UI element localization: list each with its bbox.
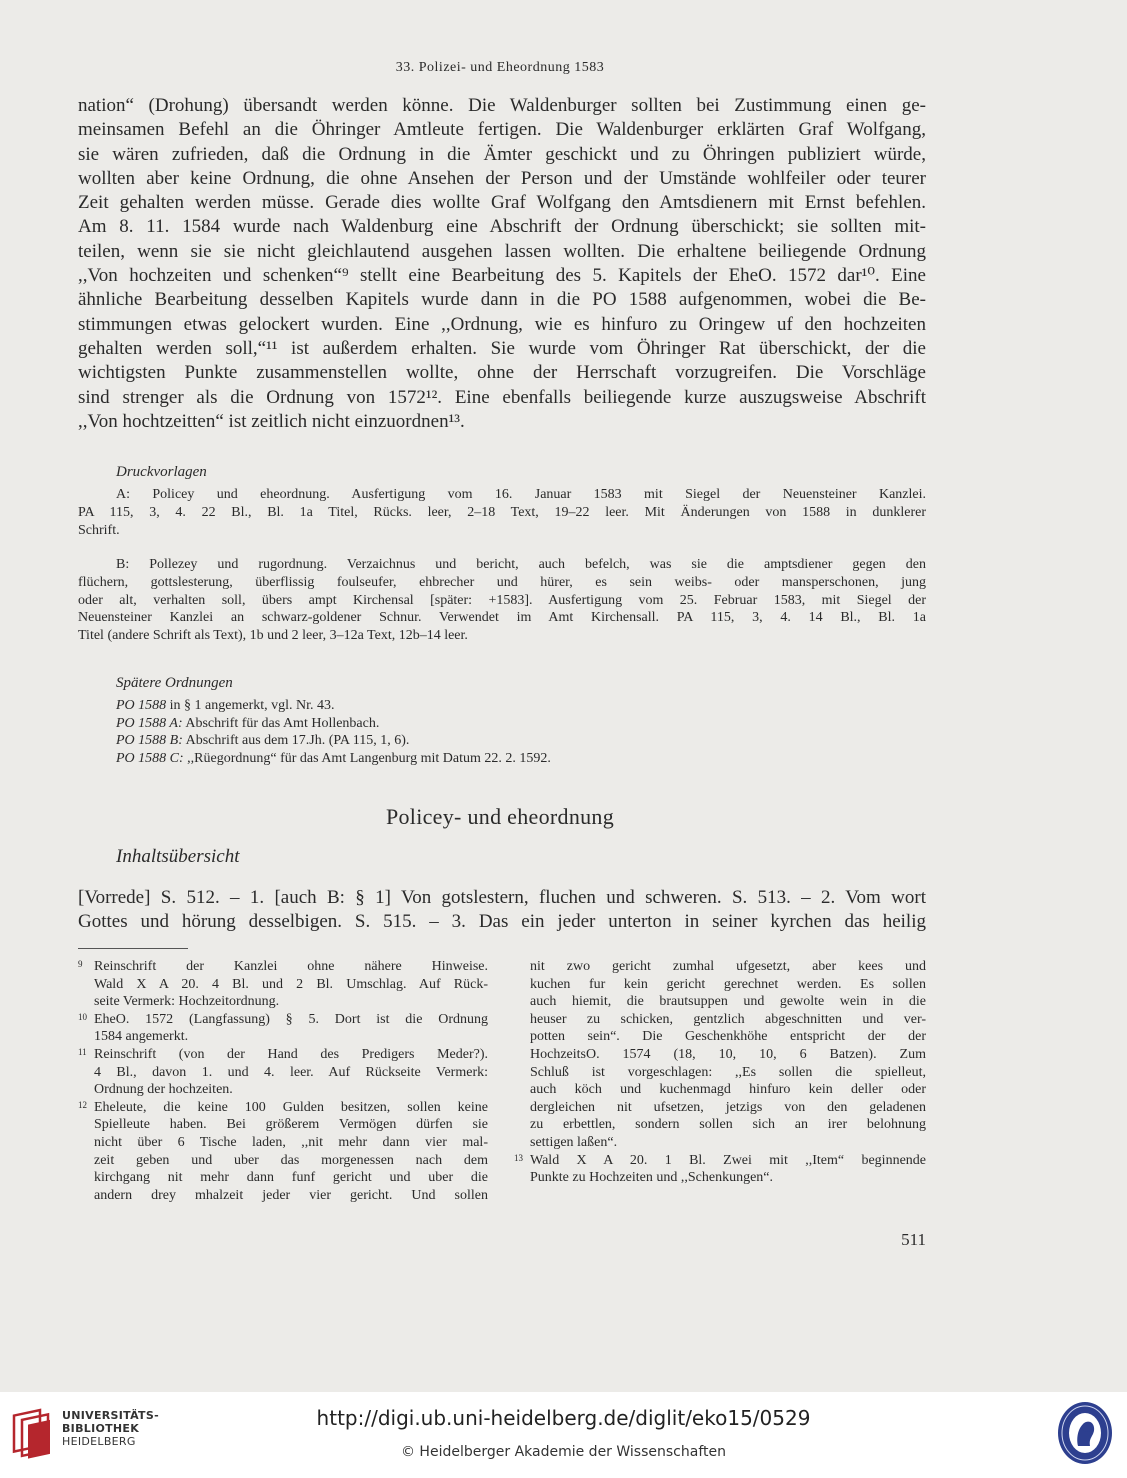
text-line: Eheleute, die keine 100 Gulden besitzen, sollen keine: [94, 1099, 488, 1115]
footnote-number: 9: [78, 959, 83, 969]
text-line: Ordnung der hochzeiten.: [94, 1082, 233, 1098]
text-line: andern drey mhalzeit jeder vier gericht. Und sollen: [94, 1187, 488, 1203]
text-line: 4 Bl., davon 1. und 4. leer. Auf Rückseite Vermerk:: [94, 1064, 488, 1080]
footnote-12: [78, 1099, 488, 1205]
footnote-9: [78, 958, 488, 1011]
permalink-url[interactable]: http://digi.ub.uni-heidelberg.de/diglit/eko15/0529: [316, 1406, 811, 1430]
logo-line: HEIDELBERG: [62, 1435, 136, 1448]
spaetere-heading: Spätere Ordnungen: [116, 675, 233, 691]
text-line: stimmungen etwas gelockert wurden. Eine ,,Ordnung, wie es hinfuro zu Oringew uf den hochzeiten: [78, 313, 926, 335]
logo-line: BIBLIOTHEK: [62, 1422, 140, 1435]
table-of-contents: [78, 886, 926, 934]
footnote-number: 12: [78, 1099, 87, 1110]
text-line: Reinschrift (von der Hand des Predigers Meder?).: [94, 1046, 488, 1062]
text-line: wichtigsten Punkte zusammenstellen wollte, ohne der Herrschaft vorzugreifen. Die Vorschläge: [78, 362, 926, 384]
text-line: A: Policey und eheordnung. Ausfertigung vom 16. Januar 1583 mit Siegel der Neuensteiner Kanzlei.: [116, 487, 926, 502]
item-label: PO 1588 B:: [116, 733, 183, 749]
item-label: PO 1588: [116, 698, 167, 713]
text-line: ähnliche Bearbeitung desselben Kapitels wurde dann in die PO 1588 aufgenommen, wobei die Be-: [78, 289, 926, 311]
toc-line: Gottes und hörung desselbigen. S. 515. – 3. Das ein jeder unterton in seiner kyrchen das heilig: [78, 911, 926, 932]
text-line: potten sein“. Die Geschenkhöhe entspricht der der: [530, 1029, 926, 1045]
text-line: zeit geben und uber das morgenessen nach dem: [94, 1152, 488, 1168]
viewer-footer: [0, 1392, 1127, 1478]
text-line: auch hiemit, die brautsuppen und gewolte wein in die: [530, 994, 926, 1010]
list-item: [116, 697, 551, 715]
footnote-divider: [78, 948, 188, 949]
text-line: Wald X A 20. 4 Bl. und 2 Bl. Umschlag. Auf Rück-: [94, 976, 488, 992]
list-item: [116, 732, 551, 750]
footnotes-left: [78, 958, 488, 1204]
text-line: nation“ (Drohung) übersandt werden könne. Die Waldenburger sollten bei Zustimmung einen ge-: [78, 95, 926, 116]
text-line: Titel (andere Schrift als Text), 1b und 2 leer, 3–12a Text, 12b–14 leer.: [78, 628, 468, 644]
text-line: zu erbettlen, sondern sollen sich an irer belohnung: [530, 1117, 926, 1133]
list-item: [116, 715, 551, 733]
text-line: Wald X A 20. 1 Bl. Zwei mit ,,Item“ beginnende: [530, 1152, 926, 1168]
text-line: sind strenger als die Ordnung von 1572¹². Eine ebenfalls beiliegende kurze auszugsweise Abschrift: [78, 386, 926, 408]
text-line: ,,Von hochtzeitten“ ist zeitlich nicht einzuordnen¹³.: [78, 410, 465, 432]
item-text: in § 1 angemerkt, vgl. Nr. 43.: [166, 698, 335, 713]
text-line: settigen laßen“.: [530, 1134, 618, 1150]
item-text: ,,Rüegordnung“ für das Amt Langenburg mit Datum 22. 2. 1592.: [183, 750, 551, 766]
text-line: B: Pollezey und rugordnung. Verzaichnus und bericht, auch befelch, was sie die amptsdiener gegen den: [116, 557, 926, 572]
text-line: 1584 angemerkt.: [94, 1029, 189, 1045]
druckvorlagen-a: [78, 486, 926, 539]
text-line: heuser zu schicken, gentzlich abgeschnitten und ver-: [530, 1011, 926, 1027]
item-text: Abschrift für das Amt Hollenbach.: [182, 715, 380, 731]
text-line: gehalten werden soll,“¹¹ ist außerdem erhalten. Sie wurde vom Öhringer Rat überschickt, der die: [78, 337, 926, 359]
text-line: Am 8. 11. 1584 wurde nach Waldenburg eine Abschrift der Ordnung überschickt; sie sollten mit-: [78, 216, 926, 238]
text-line: seite Vermerk: Hochzeitordnung.: [94, 994, 280, 1010]
copyright-notice: © Heidelberger Akademie der Wissenschaften: [400, 1444, 726, 1460]
text-line: Schluß ist vorgeschlagen: ,,Es sollen die spielleut,: [530, 1064, 926, 1080]
toc-line: [Vorrede] S. 512. – 1. [auch B: § 1] Von gotslestern, fluchen und schweren. S. 513. – 2. Vom wort: [78, 887, 926, 908]
text-line: nicht über 6 Tische laden, ,,nit mehr dann vier mal-: [94, 1134, 488, 1150]
text-line: oder alt, verhalten soll, übers ampt Kirchensal [später: +1583]. Ausfertigung vom 25. Februar 1583, mit Siegel der: [78, 592, 926, 608]
text-line: PA 115, 3, 4. 22 Bl., Bl. 1a Titel, Rücks. leer, 2–18 Text, 19–22 leer. Mit Änderungen von 1588 in dunklerer: [78, 504, 926, 520]
footnote-number: 11: [78, 1046, 87, 1057]
main-text-block: [78, 94, 926, 434]
logo-line: UNIVERSITÄTS-: [62, 1409, 159, 1422]
text-line: teilen, wenn sie sie nicht gleichlautend ausgehen lassen wollten. Die erhaltene beiliegende Ordnung: [78, 240, 926, 262]
text-line: Reinschrift der Kanzlei ohne nähere Hinweise.: [94, 959, 488, 974]
footnotes-right: [514, 958, 926, 1187]
academy-seal-icon: [1056, 1400, 1114, 1466]
footnote-11: [78, 1046, 488, 1099]
text-line: flüchern, gottslesterung, überflissig foulseufer, ehbrecher und hürer, es sein weibs- oder mansperschonen, jung: [78, 574, 926, 590]
text-line: meinsamen Befehl an die Öhringer Amtleute fertigen. Die Waldenburger erklärten Graf Wolfgang,: [78, 119, 926, 141]
text-line: kuchen fur kein gericht gerechnet werden. Es sollen: [530, 976, 926, 992]
footnote-10: [78, 1011, 488, 1046]
list-item: [116, 750, 551, 768]
text-line: HochzeitsO. 1574 (18, 10, 10, 6 Batzen). Zum: [530, 1046, 926, 1062]
footnote-number: 10: [78, 1011, 87, 1022]
text-line: Punkte zu Hochzeiten und ,,Schenkungen“.: [530, 1170, 773, 1186]
text-line: wollten aber keine Ordnung, die ohne Ansehen der Person und der Umstände wohlfeiler oder teurer: [78, 167, 926, 189]
text-line: sie wären zufrieden, daß die Ordnung in die Ämter geschickt und zu Öhringen publiziert würde,: [78, 143, 926, 165]
item-label: PO 1588 A:: [116, 715, 183, 731]
spaetere-list: [116, 697, 551, 767]
page-number: 511: [901, 1230, 926, 1249]
text-line: kirchgang nit mehr dann funf gericht und uber die: [94, 1170, 488, 1186]
text-line: auch köch und kuchenmagd hinfuro kein deller oder: [530, 1082, 926, 1098]
druckvorlagen-heading: Druckvorlagen: [116, 464, 207, 480]
text-line: EheO. 1572 (Langfassung) § 5. Dort ist die Ordnung: [94, 1011, 488, 1027]
running-head: 33. Polizei- und Eheordnung 1583: [395, 60, 605, 75]
document-title: Policey- und eheordnung: [385, 804, 615, 829]
footnote-number: 13: [514, 1152, 523, 1163]
text-line: ,,Von hochzeiten und schenken“⁹ stellt eine Bearbeitung des 5. Kapitels der EheO. 1572 dar¹⁰. Eine: [78, 265, 926, 287]
text-line: Zeit gehalten werden müsse. Gerade dies wollte Graf Wolfgang den Amtsdienern mit Ernst befehlen.: [78, 192, 926, 214]
item-label: PO 1588 C:: [116, 750, 184, 766]
text-line: dergleichen nit ufsetzen, jetzigs von den geladenen: [530, 1099, 926, 1115]
item-text: Abschrift aus dem 17.Jh. (PA 115, 1, 6).: [182, 733, 410, 749]
druckvorlagen-b: [78, 556, 926, 645]
text-line: nit zwo gericht zumhal ufgesetzt, aber kees und: [530, 959, 926, 974]
text-line: Neuensteiner Kanzlei an schwarz-goldener Schnur. Verwendet im Amt Kirchensall. PA 115, 3, 4. 14 Bl., Bl. 1a: [78, 610, 926, 626]
inhalt-heading: Inhaltsübersicht: [116, 846, 240, 867]
footnote-12-continued: [514, 958, 926, 1152]
footnote-13: [514, 1152, 926, 1187]
text-line: Schrift.: [78, 522, 120, 538]
text-line: Spielleute haben. Bei größerem Vermögen dürfen sie: [94, 1117, 488, 1133]
